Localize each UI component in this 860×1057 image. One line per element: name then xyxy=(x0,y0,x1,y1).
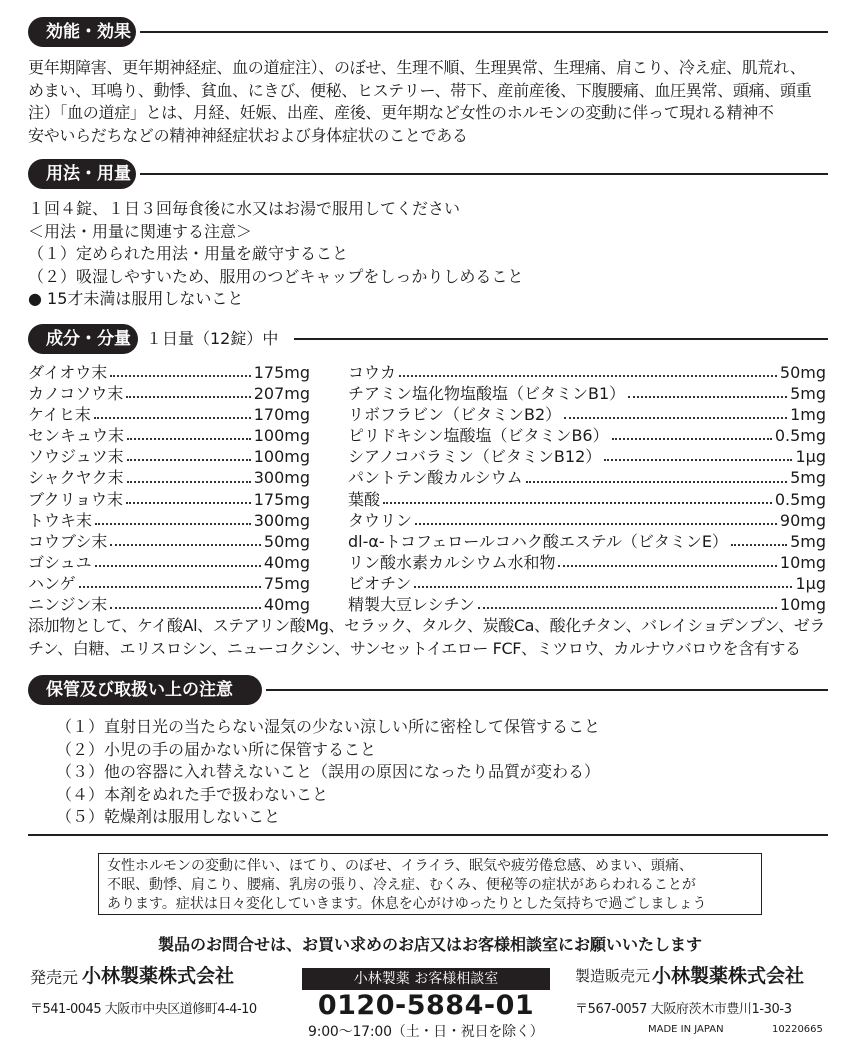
ingredients-right-column xyxy=(348,362,826,615)
ingredient-row xyxy=(348,489,826,510)
efficacy-note-line: 安やいらだちなどの精神神経症状および身体症状のことである xyxy=(28,125,468,145)
ingredient-name: ゴシュユ xyxy=(28,552,92,572)
leader-dots xyxy=(558,552,776,567)
ingredient-name: カノコソウ末 xyxy=(28,384,124,404)
ingredient-row xyxy=(28,362,310,383)
ingredient-name: センキュウ末 xyxy=(28,426,125,446)
seller-address: 〒541-0045 大阪市中央区道修町4-4-10 xyxy=(30,1002,257,1017)
ingredient-row xyxy=(348,531,826,552)
maker-address: 〒567-0057 大阪府茨木市豊川1-30-3 xyxy=(575,1002,792,1017)
ingredient-amount: 1μg xyxy=(795,447,826,467)
ingredient-row xyxy=(348,425,826,446)
ingredient-amount: 300mg xyxy=(253,468,310,488)
storage-heading-label: 保管及び取扱い上の注意 xyxy=(28,675,262,705)
leader-dots xyxy=(399,362,777,377)
section-divider xyxy=(28,834,828,836)
leader-dots xyxy=(478,594,777,609)
ingredient-row xyxy=(28,573,310,594)
leader-dots xyxy=(415,510,777,525)
ingredient-amount: 0.5mg xyxy=(774,426,826,446)
ingredients-left-column xyxy=(28,362,310,615)
seller-name: 小林製薬株式会社 xyxy=(82,965,235,987)
ingredient-row xyxy=(348,594,826,615)
leader-dots xyxy=(731,531,787,546)
efficacy-heading-rule xyxy=(140,31,828,33)
ingredient-amount: 10mg xyxy=(779,552,826,572)
leader-dots xyxy=(526,467,787,482)
leader-dots xyxy=(94,404,251,419)
additives-line: チン、白糖、エリスロシン、ニューコクシン、サンセットイエロー FCF、ミツロウ、カルナウバロウを含有する xyxy=(28,638,801,658)
seller-label: 発売元 xyxy=(30,968,79,987)
ingredient-amount: 40mg xyxy=(263,552,310,572)
additives-line: 添加物として、ケイ酸Al、ステアリン酸Mg、セラック、タルク、炭酸Ca、酸化チタン、バレイショデンプン、ゼラ xyxy=(28,616,825,635)
additives-text xyxy=(28,615,825,660)
ingredient-name: ダイオウ末 xyxy=(28,363,108,382)
leader-dots xyxy=(110,531,261,546)
ingredient-name: ブクリョウ末 xyxy=(28,489,124,509)
leader-dots xyxy=(126,383,251,398)
maker-name: 小林製薬株式会社 xyxy=(652,965,805,987)
ingredient-row xyxy=(28,404,310,425)
ingredient-row xyxy=(348,362,826,383)
ingredient-row xyxy=(28,446,310,467)
ingredient-amount: 90mg xyxy=(779,510,826,530)
leader-dots xyxy=(383,489,772,504)
ingredient-amount: 5mg xyxy=(790,384,826,404)
ingredient-row xyxy=(348,552,826,573)
dosage-heading-label: 用法・用量 xyxy=(28,159,136,189)
ingredient-name: ピリドキシン塩酸塩（ビタミンB6） xyxy=(348,426,609,446)
inquiry-notice: 製品のお問合せは、お買い求めのお店又はお客様相談室にお願いいたします xyxy=(157,935,702,954)
ingredient-amount: 0.5mg xyxy=(774,489,826,509)
ingredient-name: 葉酸 xyxy=(348,489,381,509)
ingredient-row xyxy=(28,489,310,510)
note-line: 不眠、動悸、肩こり、腰痛、乳房の張り、冷え症、むくみ、便秘等の症状があらわれることが xyxy=(107,877,696,893)
storage-heading xyxy=(28,675,828,705)
efficacy-heading xyxy=(28,17,828,47)
maker-label: 製造販売元 xyxy=(575,967,651,985)
leader-dots xyxy=(127,446,251,461)
ingredient-amount: 40mg xyxy=(263,595,310,615)
note-line: あります。症状は日々変化していきます。休息を心がけゆったりとした気持ちで過ごしましょう xyxy=(107,896,707,912)
leader-dots xyxy=(628,383,787,398)
ingredients-heading-rule xyxy=(294,338,828,340)
note-line: 女性ホルモンの変動に伴い、ほてり、のぼせ、イライラ、眠気や疲労倦怠感、めまい、頭痛、 xyxy=(107,858,694,874)
ingredient-amount: 100mg xyxy=(253,426,310,446)
dosage-heading-rule xyxy=(140,173,828,175)
ingredient-name: リン酸水素カルシウム水和物 xyxy=(348,552,556,572)
dosage-line: （２）吸湿しやすいため、服用のつどキャップをしっかりしめること xyxy=(28,266,524,286)
leader-dots xyxy=(79,573,261,588)
leader-dots xyxy=(604,446,792,461)
leader-dots xyxy=(126,489,251,504)
customer-desk-label: 小林製薬 お客様相談室 xyxy=(302,968,550,990)
storage-line: （１）直射日光の当たらない湿気の少ない涼しい所に密栓して保管すること xyxy=(56,717,601,736)
daily-amount-label: １日量（12錠）中 xyxy=(146,329,279,348)
ingredient-row xyxy=(348,510,826,531)
ingredient-row xyxy=(348,446,826,467)
ingredients-heading xyxy=(28,324,828,354)
ingredient-amount: 1mg xyxy=(790,405,826,425)
leader-dots xyxy=(564,404,787,419)
ingredient-amount: 100mg xyxy=(253,447,310,467)
ingredient-name: ケイヒ末 xyxy=(28,405,91,425)
leader-dots xyxy=(127,425,251,440)
ingredient-amount: 5mg xyxy=(790,468,826,488)
ingredient-amount: 50mg xyxy=(779,363,826,382)
ingredient-amount: 5mg xyxy=(790,531,826,551)
ingredient-name: シャクヤク末 xyxy=(28,468,124,488)
ingredient-amount: 75mg xyxy=(263,573,310,593)
leader-dots xyxy=(95,510,251,525)
leader-dots xyxy=(612,425,772,440)
ingredient-amount: 10mg xyxy=(779,595,826,615)
ingredient-name: パントテン酸カルシウム xyxy=(348,468,523,488)
ingredient-name: チアミン塩化物塩酸塩（ビタミンB1） xyxy=(348,384,626,404)
storage-line: （２）小児の手の届かない所に保管すること xyxy=(56,739,377,759)
efficacy-heading-label: 効能・効果 xyxy=(28,17,136,47)
efficacy-line: 更年期障害、更年期神経症、血の道症注）、のぼせ、生理不順、生理異常、生理痛、肩こり、冷え症、肌荒れ、 xyxy=(28,58,806,77)
storage-heading-rule xyxy=(266,689,828,691)
storage-line: （３）他の容器に入れ替えないこと（誤用の原因になったり品質が変わる） xyxy=(56,762,601,781)
ingredient-name: ニンジン末 xyxy=(28,595,108,615)
ingredient-name: シアノコバラミン（ビタミンB12） xyxy=(348,447,602,467)
ingredient-row xyxy=(348,383,826,404)
ingredient-name: トウキ末 xyxy=(28,510,93,530)
ingredient-row xyxy=(348,467,826,488)
ingredient-name: リボフラビン（ビタミンB2） xyxy=(348,405,562,425)
ingredient-name: 精製大豆レシチン xyxy=(348,595,475,615)
leader-dots xyxy=(110,594,261,609)
dosage-line: １回４錠、１日３回毎食後に水又はお湯で服用してください xyxy=(28,199,461,218)
ingredient-row xyxy=(348,404,826,425)
ingredient-amount: 50mg xyxy=(263,531,310,551)
ingredient-amount: 300mg xyxy=(253,510,310,530)
ingredient-row xyxy=(28,594,310,615)
storage-line: （４）本剤をぬれた手で扱わないこと xyxy=(56,784,329,804)
ingredient-name: dl-α-トコフェロールコハク酸エステル（ビタミンE） xyxy=(348,531,728,551)
ingredient-row xyxy=(348,573,826,594)
ingredient-name: ソウジュツ末 xyxy=(28,447,124,467)
ingredient-row xyxy=(28,425,310,446)
ingredient-name: ハンゲ xyxy=(28,573,76,593)
storage-text xyxy=(56,716,600,829)
ingredient-name: タウリン xyxy=(348,510,413,530)
ingredient-amount: 1μg xyxy=(795,573,826,593)
ingredient-row xyxy=(28,510,310,531)
ingredients-heading-label: 成分・分量 xyxy=(28,324,138,354)
efficacy-note-line: 注）「血の道症」とは、月経、妊娠、出産、産後、更年期など女性のホルモンの変動に伴って現れる精神不 xyxy=(28,103,774,122)
ingredient-amount: 170mg xyxy=(253,405,310,425)
leader-dots xyxy=(414,573,792,588)
leader-dots xyxy=(95,552,261,567)
ingredient-amount: 175mg xyxy=(253,489,310,509)
dosage-text xyxy=(28,198,523,311)
dosage-heading xyxy=(28,159,828,189)
dosage-line: ● 15才未満は服用しないこと xyxy=(28,289,244,308)
ingredient-amount: 207mg xyxy=(253,384,310,404)
made-in-label: MADE IN JAPAN xyxy=(648,1024,724,1035)
storage-line: （５）乾燥剤は服用しないこと xyxy=(56,807,281,826)
symptom-note-box xyxy=(98,853,762,915)
phone-number[interactable]: 0120-5884-01 xyxy=(317,990,535,1021)
dosage-line: （１）定められた用法・用量を厳守すること xyxy=(28,244,349,263)
ingredient-row xyxy=(28,383,310,404)
leader-dots xyxy=(110,362,251,377)
ingredient-amount: 175mg xyxy=(253,363,310,382)
product-code: 10220665 xyxy=(772,1024,823,1035)
ingredient-name: ビオチン xyxy=(348,573,412,593)
ingredient-row xyxy=(28,552,310,573)
ingredient-name: コウカ xyxy=(348,363,397,382)
ingredient-row xyxy=(28,467,310,488)
leader-dots xyxy=(127,467,251,482)
dosage-line: ＜用法・用量に関連する注意＞ xyxy=(28,221,253,241)
ingredient-name: コウブシ末 xyxy=(28,531,108,551)
service-hours: 9:00〜17:00（土・日・祝日を除く） xyxy=(308,1024,544,1040)
efficacy-text xyxy=(28,57,811,147)
efficacy-line: めまい、耳鳴り、動悸、貧血、にきび、便秘、ヒステリー、帯下、産前産後、下腹腰痛、血圧異常、頭痛、頭重 xyxy=(28,80,812,100)
ingredient-row xyxy=(28,531,310,552)
